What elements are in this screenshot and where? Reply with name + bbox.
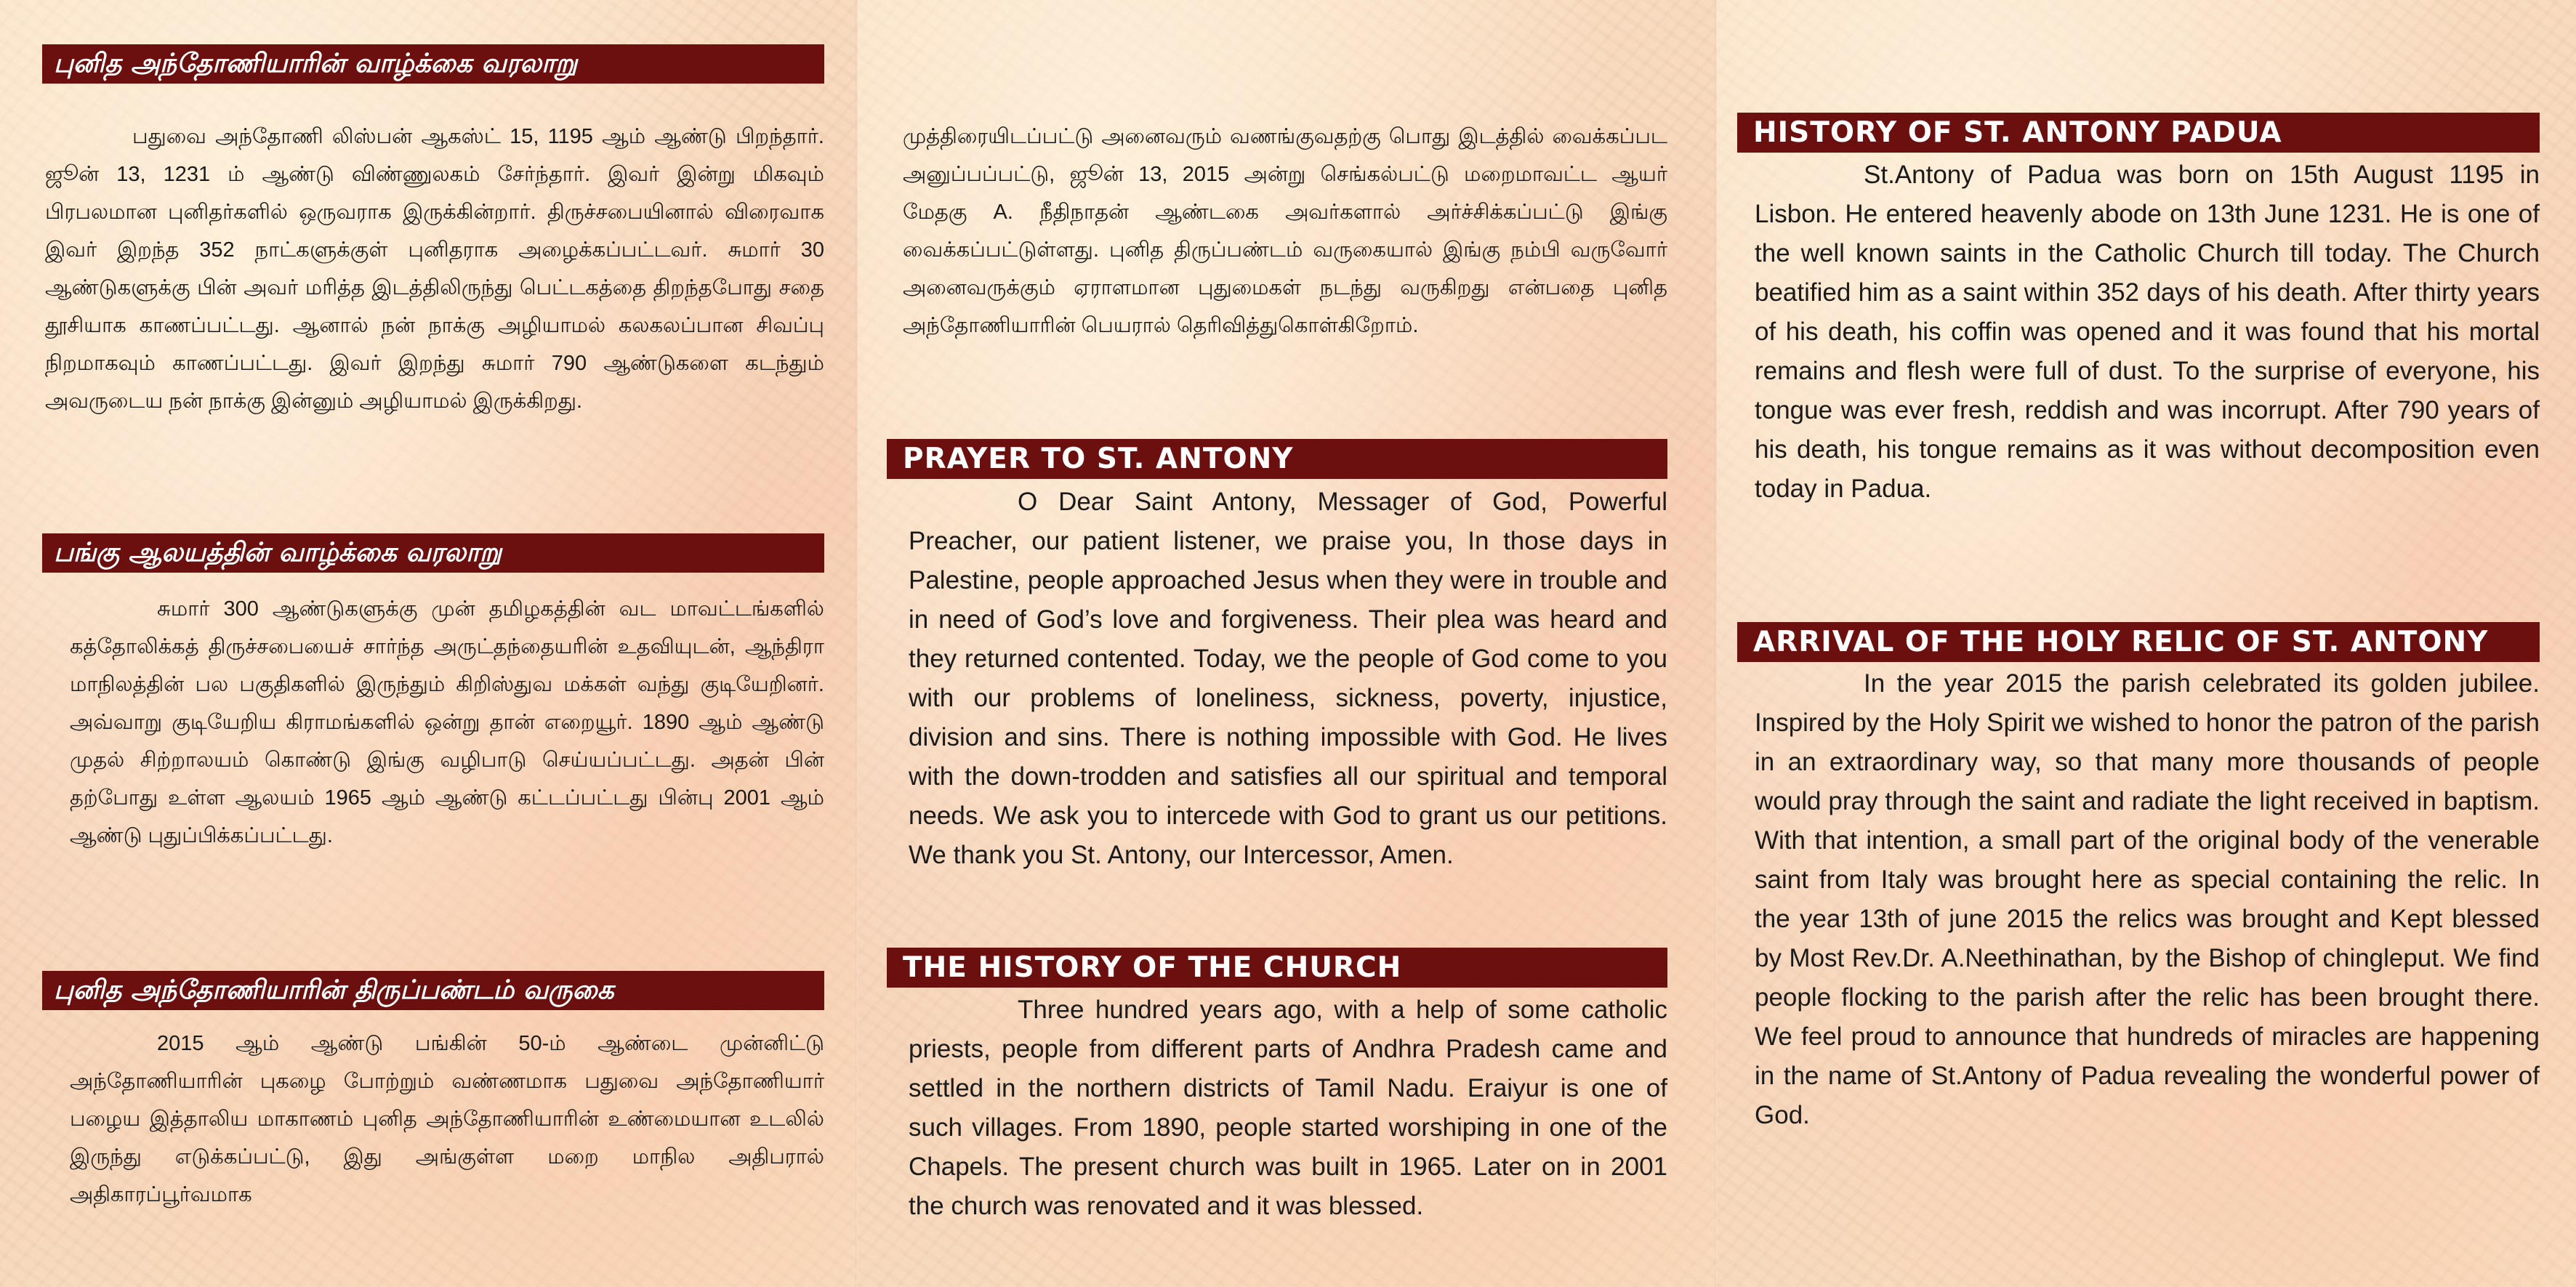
- left-panel: [0, 0, 858, 1287]
- right-panel: [1717, 0, 2576, 1287]
- body-history-st-antony: St.Antony of Padua was born on 15th August 1195 in Lisbon. He entered heavenly abode on 13th June 1231. He is one of the well known saints in the Catholic Church till today. The Church beatified him as a saint within 352 days of his death. After thirty years of his death, his coffin was opened and it was found that his mortal remains and flesh were full of dust. To the surprise of everyone, his tongue was ever fresh, reddish and was incorrupt. After 790 years of his death, his tongue remains as it was without decomposition even today in Padua.: [1755, 161, 2540, 503]
- tamil-body-parish-history: சுமார் 300 ஆண்டுகளுக்கு முன் தமிழகத்தின் வட மாவட்டங்களில் கத்தோலிக்கத் திருச்சபையைச் சார்ந்த அருட்தந்தையரின் உதவியுடன், ஆந்திரா மாநிலத்தின் பல பகுதிகளில் இருந்தும் கிறிஸ்துவ மக்கள் வந்து குடியேறினர். அவ்வாறு குடியேறிய கிராமங்களில் ஒன்று தான் எறையூர். 1890 ஆம் ஆண்டு முதல் சிற்றாலயம் கொண்டு இங்கு வழிபாடு செய்யப்பட்டது. அதன் பின் தற்போது உள்ள ஆலயம் 1965 ஆம் ஆண்டு கட்டப்பட்டது பின்பு 2001 ஆம் ஆண்டு புதுப்பிக்கப்பட்டது.: [70, 597, 824, 847]
- tamil-body-life-history: பதுவை அந்தோணி லிஸ்பன் ஆகஸ்ட் 15, 1195 ஆம் ஆண்டு பிறந்தார். ஜூன் 13, 1231 ம் ஆண்டு விண்ணுலகம் சேர்ந்தார். இவர் இன்று மிகவும் பிரபலமான புனிதர்களில் ஒருவராக இருக்கின்றார். திருச்சபையினால் விரைவாக இவர் இறந்த 352 நாட்களுக்குள் புனிதராக அழைக்கப்பட்டவர். சுமார் 30 ஆண்டுகளுக்கு பின் அவர் மரித்த இடத்திலிருந்து பெட்டகத்தை திறந்தபோது சதை தூசியாக காணப்பட்டது. ஆனால் நன் நாக்கு அழியாமல் கலகலப்பான சிவப்பு நிறமாகவும் காணப்பட்டது. இவர் இறந்து சுமார் 790 ஆண்டுகளை கடந்தும் அவருடைய நன் நாக்கு இன்னும் அழியாமல் இருக்கிறது.: [45, 125, 824, 413]
- middle-panel: [858, 0, 1717, 1287]
- tamil-heading-life-history: புனித அந்தோணியாரின் வாழ்க்கை வரலாறு: [42, 44, 824, 84]
- heading-history-st-antony: HISTORY OF ST. ANTONY PADUA: [1737, 113, 2540, 153]
- tamil-body-relic-continuation: முத்திரையிடப்பட்டு அனைவரும் வணங்குவதற்கு பொது இடத்தில் வைக்கப்பட அனுப்பப்பட்டு, ஜூன் 13, 2015 அன்று செங்கல்பட்டு மறைமாவட்ட ஆயர் மேதகு A. நீதிநாதன் ஆண்டகை அவர்களால் அர்ச்சிக்கப்பட்டு இங்கு வைக்கப்பட்டுள்ளது. புனித திருப்பண்டம் வருகையால் இங்கு நம்பி வருவோர் அனைவருக்கும் ஏராளமான புதுமைகள் நடந்து வருகிறது என்பதை புனித அந்தோணியாரின் பெயரால் தெரிவித்துகொள்கிறோம்.: [903, 125, 1667, 337]
- heading-prayer: PRAYER TO ST. ANTONY: [887, 439, 1667, 479]
- body-church-history: Three hundred years ago, with a help of some catholic priests, people from different parts of Andhra Pradesh came and settled in the northern districts of Tamil Nadu. Eraiyur is one of such villages. From 1890, people started worshiping in one of the Chapels. The present church was built in 1965. Later on in 2001 the church was renovated and it was blessed.: [909, 996, 1667, 1220]
- body-relic-arrival: In the year 2015 the parish celebrated its golden jubilee. Inspired by the Holy Spirit we wished to honor the patron of the parish in an extraordinary way, so that many more thousands of people would pray through the saint and radiate the light received in baptism. With that intention, a small part of the original body of the venerable saint from Italy was brought here as special containing the relic. In the year 13th of june 2015 the relics was brought and Kept blessed by Most Rev.Dr. A.Neethinathan, by the Bishop of chingleput. We find people flocking to the parish after the relic has been brought there. We feel proud to announce that hundreds of miracles are happening in the name of St.Antony of Padua revealing the wonderful power of God.: [1755, 669, 2540, 1129]
- tamil-heading-parish-history: பங்கு ஆலயத்தின் வாழ்க்கை வரலாறு: [42, 533, 824, 573]
- heading-relic-arrival: ARRIVAL OF THE HOLY RELIC OF ST. ANTONY: [1737, 622, 2540, 662]
- tamil-heading-relic-arrival: புனித அந்தோணியாரின் திருப்பண்டம் வருகை: [42, 971, 824, 1010]
- tamil-body-relic-arrival: 2015 ஆம் ஆண்டு பங்கின் 50-ம் ஆண்டை முன்னிட்டு அந்தோணியாரின் புகழை போற்றும் வண்ணமாக பதுவை அந்தோணியார் பழைய இத்தாலிய மாகாணம் புனித அந்தோணியாரின் உண்மையான உடலில் இருந்து எடுக்கப்பட்டு, இது அங்குள்ள மறை மாநில அதிபரால் அதிகாரப்பூர்வமாக: [70, 1032, 824, 1206]
- body-prayer: O Dear Saint Antony, Messager of God, Powerful Preacher, our patient listener, we praise you, In those days in Palestine, people approached Jesus when they were in trouble and in need of God’s love and forgiveness. Their plea was heard and they returned contented. Today, we the people of God come to you with our problems of loneliness, sickness, poverty, injustice, division and sins. There is nothing impossible with God. He lives with the down-trodden and satisfies all our spiritual and temporal needs. We ask you to intercede with God to grant us our petitions. We thank you St. Antony, our Intercessor, Amen.: [909, 488, 1667, 869]
- heading-church-history: THE HISTORY OF THE CHURCH: [887, 948, 1667, 988]
